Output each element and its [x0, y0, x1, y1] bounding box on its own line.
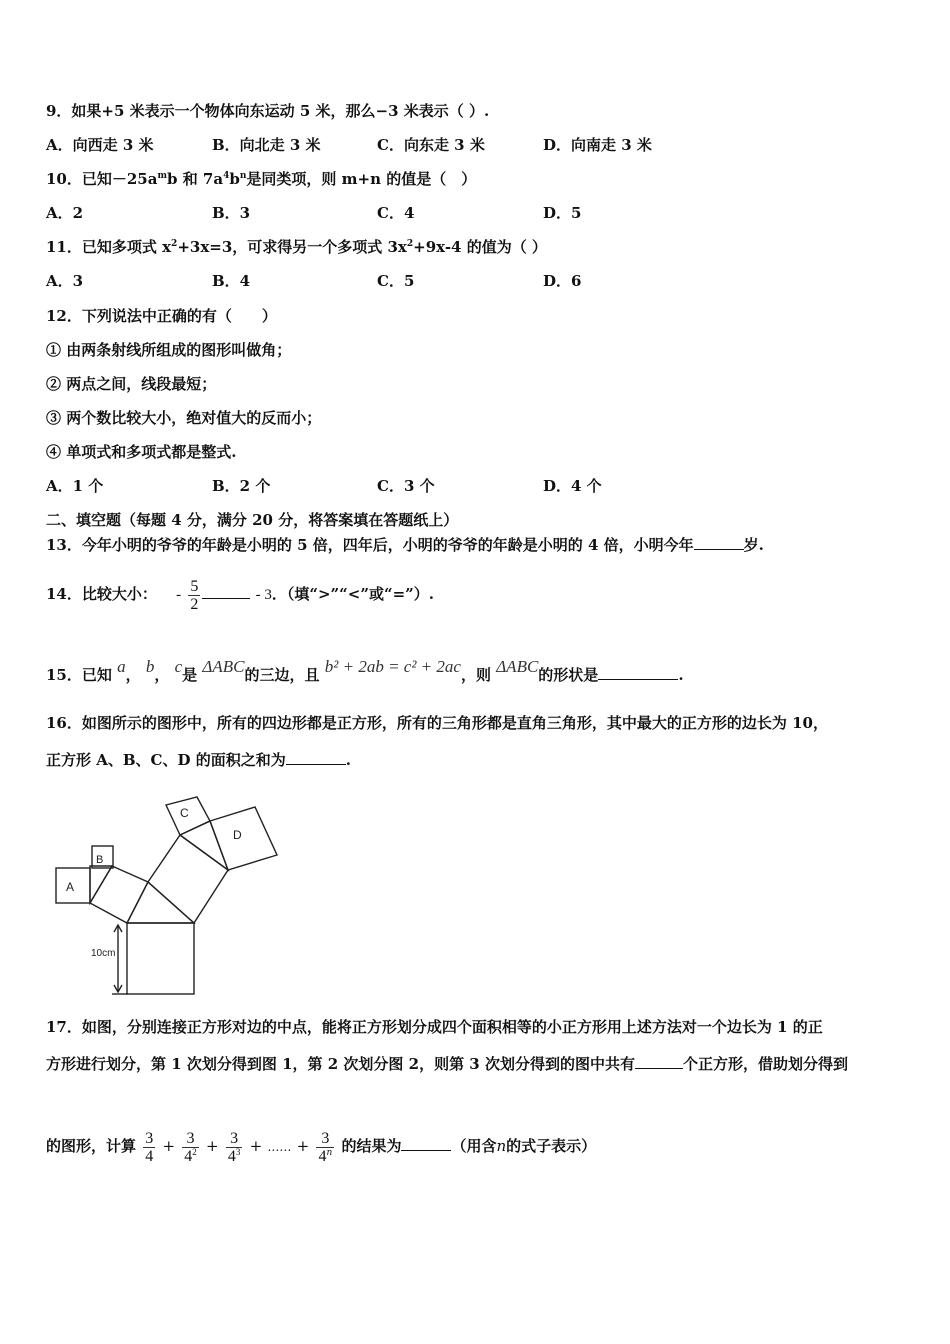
q12-option-b: B．2 个 [212, 477, 271, 495]
q10-option-a: A．2 [46, 204, 84, 222]
q16-line2: 正方形 A、B、C、D 的面积之和为 . [46, 751, 351, 769]
q11-option-b: B．4 [212, 272, 251, 290]
q16-blank[interactable] [286, 750, 346, 765]
q11-option-d: D．6 [543, 272, 582, 290]
q10-option-c: C．4 [377, 204, 415, 222]
left-mid-square [90, 866, 148, 923]
q12-statement-2: ② 两点之间，线段最短； [46, 375, 217, 393]
right-mid-square [148, 835, 228, 923]
q9-option-b: B．向北走 3 米 [212, 136, 321, 154]
q17-line2: 方形进行划分，第 1 次划分得到图 1，第 2 次划分图 2，则第 3 次划分得到的图中共有 个正方形，借助划分得到 [46, 1055, 848, 1073]
q15-blank[interactable] [598, 665, 678, 680]
label-a: A [66, 880, 75, 894]
q16-line1: 16．如图所示的图形中，所有的四边形都是正方形，所有的三角形都是直角三角形，其中最大的正方形的边长为 10， [46, 714, 828, 732]
q17-line3: 的图形，计算 $\frac{3}{4}$ + $\frac{3}{4^2}$ + $\frac{3}{4^3}$ + …… + $\frac{3}{4^n}$ 的结果为 （用含n的式子表示） [46, 1129, 597, 1165]
q15-stem: 15．已知 a， b， c是 ΔABC的三边，且 b² + 2ab = c² + 2ac，则 ΔABC的形状是 . [46, 657, 684, 684]
label-b: B [96, 854, 104, 866]
q17-line1: 17．如图，分别连接正方形对边的中点，能将正方形划分成四个面积相等的小正方形用上述方法对一个边长为 1 的正 [46, 1018, 823, 1036]
q17-blank-1[interactable] [635, 1054, 683, 1069]
section-heading: 二、填空题（每题 4 分，满分 20 分，将答案填在答题纸上） [46, 511, 459, 529]
label-length: 10cm [91, 948, 116, 959]
q12-statement-4: ④ 单项式和多项式都是整式. [46, 443, 237, 461]
q11-option-c: C．5 [377, 272, 415, 290]
q13-blank[interactable] [694, 535, 744, 550]
q12-statement-1: ① 由两条射线所组成的图形叫做角； [46, 341, 292, 359]
q14-fraction: $\frac{5}{2}$ [190, 577, 199, 613]
q10-option-b: B．3 [212, 204, 251, 222]
square-d [210, 807, 277, 870]
q14-stem: 14．比较大小： - $\frac{5}{2}$ - 3．（填“>”“<”或“=”）. [46, 577, 435, 613]
label-c: C [180, 806, 189, 820]
q12-option-a: A．1 个 [46, 477, 104, 495]
q11-stem: 11．已知多项式 $x^2+3x=3$，可求得另一个多项式 $3x^2+9x-4$ 的值为（ ） [46, 238, 547, 256]
pythagoras-tree-svg [40, 780, 290, 1005]
q14-blank[interactable] [202, 584, 250, 599]
q11-option-a: A．3 [46, 272, 84, 290]
q17-blank-2[interactable] [401, 1136, 451, 1151]
q9-option-d: D．向南走 3 米 [543, 136, 652, 154]
q12-option-c: C．3 个 [377, 477, 435, 495]
q9-option-c: C．向东走 3 米 [377, 136, 485, 154]
q12-option-d: D．4 个 [543, 477, 602, 495]
q10-option-d: D．5 [543, 204, 582, 222]
q9-stem: 9．如果+5 米表示一个物体向东运动 5 米，那么−3 米表示（ ）. [46, 102, 490, 120]
q9-option-a: A．向西走 3 米 [46, 136, 154, 154]
big-square [127, 923, 194, 994]
q12-statement-3: ③ 两个数比较大小，绝对值大的反而小； [46, 409, 322, 427]
q10-stem: 10．已知$-25a^mb$ 和 $7a^4b^n$是同类项，则 m+n 的值是（ ） [46, 170, 477, 188]
q12-stem: 12．下列说法中正确的有（ ） [46, 307, 277, 325]
q13-stem: 13．今年小明的爷爷的年龄是小明的 5 倍，四年后，小明的爷爷的年龄是小明的 4 倍，小明今年 岁. [46, 536, 764, 554]
pythagoras-tree-figure [40, 780, 290, 1009]
label-d: D [233, 828, 242, 842]
right-top-triangle [180, 821, 228, 870]
left-small-triangle [90, 866, 112, 903]
